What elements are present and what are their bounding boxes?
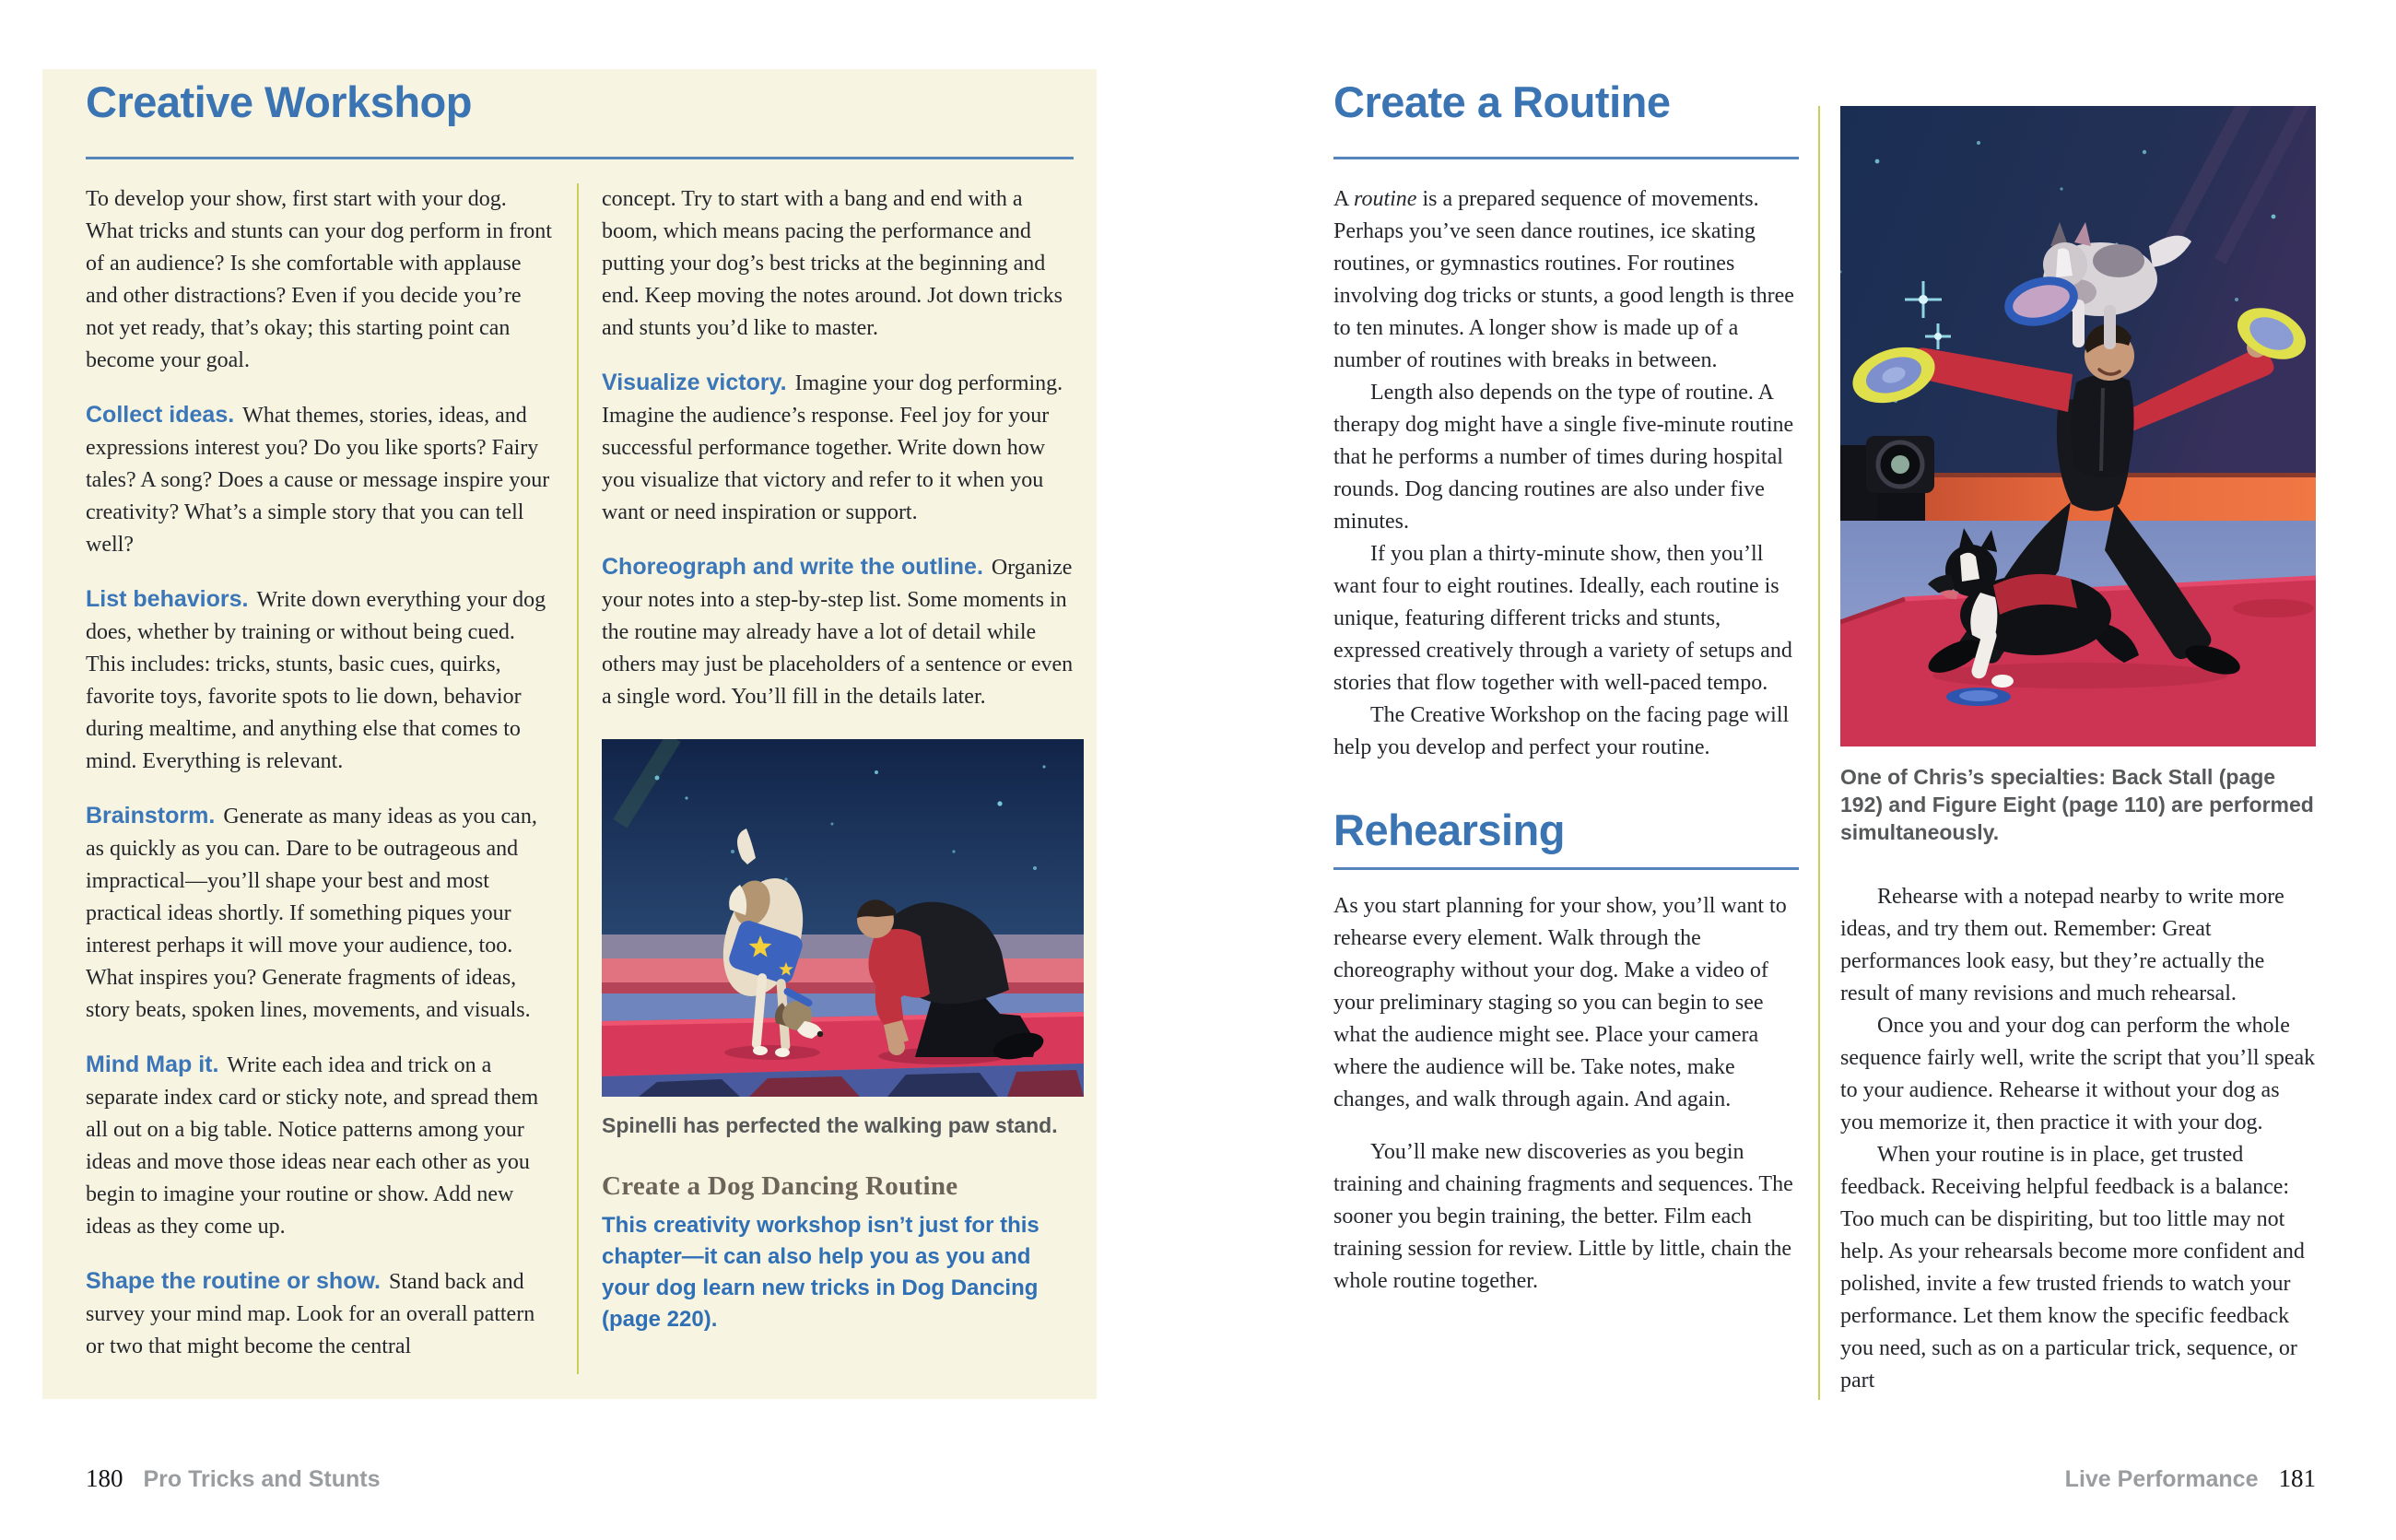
left-column-2 [602,183,1081,1335]
page-number: 181 [2278,1464,2316,1492]
callout-text: This creativity workshop isn’t just for this chapter—it can also help you as you and your dog learn new tricks in Dog Dancing (page 220). [602,1212,1039,1332]
chapter-label: Live Performance [2064,1466,2259,1492]
routine-paragraph-1 [1333,183,1799,377]
step-text: Write each idea and trick on a separate index card or sticky note, and spread them all out on a big table. Notice patterns among your ideas and move those ideas near each other as you begin to imagine your routine or show. Add new ideas as they come up. [86,1053,539,1239]
step-lead: Choreograph and write the outline. [602,554,983,580]
left-page-title: Creative Workshop [86,77,472,126]
text-segment: is a prepared sequence of movements. Perhaps you’ve seen dance routines, ice skating routines, or gymnastics routines. For routines involving dog tricks or stunts, a good length is three to ten minutes. A longer show is made up of a number of routines with breaks in between. [1333,187,1794,372]
right-page-title: Create a Routine [1333,77,1671,126]
step-text: Imagine your dog performing. Imagine the audience’s response. Feel joy for your successful performance together. Write down how you visualize that victory and refer to it when you want or need inspiration or support. [602,371,1063,524]
routine-paragraph-2: Length also depends on the type of routine. A therapy dog might have a single five-minute routine that he performs a number of times during hospital rounds. Dog dancing routines are also under five minutes. [1333,381,1794,534]
right-column-2-text [1840,881,2316,1397]
workshop-step-shape-routine [86,1265,554,1363]
photo-caption: Spinelli has perfected the walking paw stand. [602,1113,1058,1137]
rehearsing-paragraph-4: Once you and your dog can perform the whole sequence fairly well, write the script that you’ll speak to your audience. Rehearse it without your dog as you memorize it, then practice it with your dog. [1840,1014,2316,1134]
step-text: Generate as many ideas as you can, as quickly as you can. Dare to be outrageous and impractical—you’ll shape your best and most practical ideas shortly. If something piques your interest perhaps it will move your audience, too. What inspires you? Generate fragments of ideas, story beats, spoken lines, movements, and visuals. [86,805,537,1022]
left-column-1 [86,183,554,1363]
right-page-footer [1333,1464,2316,1493]
photo-caption: One of Chris’s specialties: Back Stall (page 192) and Figure Eight (page 110) are performed simultaneously. [1840,765,2314,844]
right-page [1333,69,2316,1507]
column-divider [1818,106,1820,1400]
step-lead: Mind Map it. [86,1052,219,1077]
workshop-step-choreograph [602,551,1081,713]
column-divider [577,183,579,1374]
step-text: Stand back and survey your mind map. Look for an overall pattern or two that might become the central [86,1270,535,1358]
step-lead: Visualize victory. [602,370,787,395]
step-lead: Collect ideas. [86,402,235,428]
paw-stand-photo [602,739,1084,1097]
disc-routine-photo-figure [1840,106,2316,746]
title-rule [1333,157,1799,159]
workshop-step-mind-map [86,1049,554,1243]
workshop-step-collect-ideas [86,399,554,561]
title-rule [86,157,1074,159]
rehearsing-paragraph-2: You’ll make new discoveries as you begin training and chaining fragments and sequences. The sooner you begin training, the better. Film each training session for review. Little by little, chain the whole routine together. [1333,1139,1793,1293]
chapter-label: Pro Tricks and Stunts [143,1466,381,1492]
left-page-footer [86,1464,381,1493]
rehearsing-title: Rehearsing [1333,805,1565,854]
disc-routine-photo [1840,106,2316,746]
callout-heading: Create a Dog Dancing Routine [602,1171,958,1201]
step-text: Organize your notes into a step-by-step list. Some moments in the routine may already have a lot of detail while others may just be placeholders of a sentence or even a single word. You’ll fill in the details later. [602,556,1074,709]
workshop-step-visualize-victory [602,367,1081,529]
step-text: What themes, stories, ideas, and expressions interest you? Do you like sports? Fairy tales? A song? Does a cause or message inspire your creativity? What’s a simple story that you can tell well? [86,404,550,557]
text-segment: A [1333,187,1355,211]
step-lead: List behaviors. [86,586,249,612]
dog-dancing-callout [602,1170,1081,1335]
step-lead: Brainstorm. [86,803,216,829]
workshop-step-list-behaviors [86,583,554,778]
rehearsing-paragraph-3: Rehearse with a notepad nearby to write more ideas, and try them out. Remember: Great performances look easy, but they’re actually the result of many revisions and much rehearsal. [1840,885,2284,1005]
intro-paragraph: To develop your show, first start with your dog. What tricks and stunts can your dog perform in front of an audience? Is she comfortable with applause and other distractions? Even if you decide you’re not yet ready, that’s okay; this starting point can become your goal. [86,187,552,372]
rehearsing-paragraph-5: When your routine is in place, get trusted feedback. Receiving helpful feedback is a balance: Too much can be dispiriting, but too little may not help. As your rehearsals become more confident and polished, invite a few trusted friends to watch your performance. Let them know the specific feedback you need, such as on a particular trick, sequence, or part [1840,1143,2305,1393]
paw-stand-photo-figure [602,739,1081,1139]
rehearsing-rule [1333,867,1799,870]
routine-paragraph-4: The Creative Workshop on the facing page will help you develop and perfect your routine. [1333,703,1790,759]
routine-paragraph-3: If you plan a thirty-minute show, then you’ll want four to eight routines. Ideally, each routine is unique, featuring different tricks and stunts, expressed creatively through a variety of setups and stories that flow together with well-paced tempo. [1333,542,1792,695]
rehearsing-paragraph-1: As you start planning for your show, you’ll want to rehearse every element. Walk through the choreography without your dog. Make a video of your preliminary staging so you can begin to see what the audience might see. Place your camera where the audience will be. Take notes, make changes, and walk through again. And again. [1333,893,1787,1111]
continued-paragraph: concept. Try to start with a bang and end with a boom, which means pacing the performance and putting your dog’s best tricks at the beginning and end. Keep moving the notes around. Jot down tricks and stunts you’d like to master. [602,187,1063,340]
right-column-1 [1333,183,1799,1298]
right-column-2 [1840,106,2316,1397]
italic-term-routine: routine [1354,187,1417,211]
workshop-step-brainstorm [86,800,554,1027]
step-lead: Shape the routine or show. [86,1268,381,1294]
left-page [42,69,1097,1399]
step-text: Write down everything your dog does, whether by training or without being cued. This includes: tricks, stunts, basic cues, quirks, favorite toys, favorite spots to lie down, behavior during mealtime, and anything else that comes to mind. Everything is relevant. [86,588,546,773]
page-number: 180 [86,1464,123,1492]
rehearsing-section [1333,806,1799,1298]
